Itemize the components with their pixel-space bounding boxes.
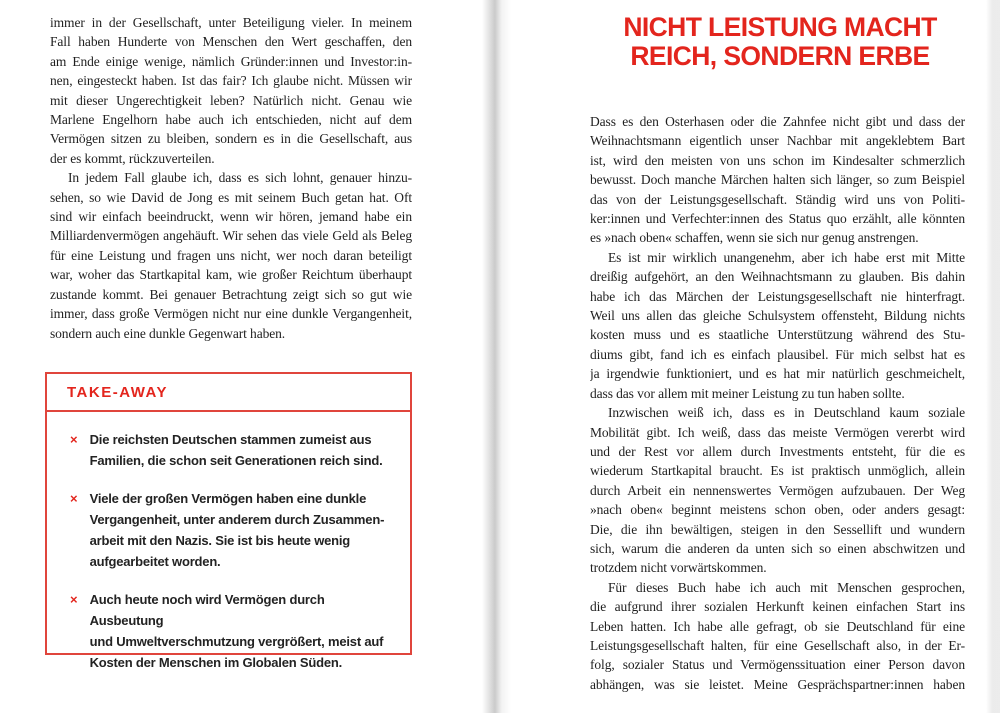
text-line: sich, warum die anderen da unten sich so einen abschwitzen und: [590, 540, 965, 556]
text-line: In jedem Fall glaube ich, dass es sich lohnt, genauer hinzu-: [68, 170, 412, 186]
text-line: zustande kommt. Bei genauer Betrachtung zeigt sich so gut wie: [50, 286, 412, 302]
right-page: [500, 0, 1000, 713]
takeaway-text-line: arbeit mit den Nazis. Sie ist bis heute wenig: [89, 533, 351, 548]
takeaway-list: [47, 412, 410, 673]
left-page-text: [50, 13, 412, 343]
text-line: ker:innen und Verfechter:innen des Status quo erzählt, alle könnten: [590, 211, 965, 227]
text-line: war, woher das Startkapital kam, wie großer Reichtum überhaupt: [50, 267, 412, 283]
text-line: Dass es den Osterhasen oder die Zahnfee nicht gibt und dass der: [590, 114, 965, 129]
takeaway-text-line: Vergangenheit, unter anderem durch Zusammen-: [89, 512, 385, 527]
takeaway-header: [47, 374, 410, 412]
chapter-heading: [585, 13, 975, 71]
text-line: diums gibt, fand ich es einfach plausibel. Für mich selbst hat es: [590, 346, 965, 362]
text-line: der es kommt, rückzuverteilen.: [50, 150, 215, 166]
text-line: sind wir einfach beeindruckt, wenn wir hören, jemand habe ein: [50, 209, 412, 225]
takeaway-text-line: aufgearbeitet worden.: [89, 554, 221, 569]
text-line: Marlene Engelhorn habe auch ich entschieden, nicht auf dem: [50, 112, 412, 128]
takeaway-box: [45, 372, 412, 670]
right-page-text: [590, 112, 965, 694]
text-line: durch Arbeit ein nennenswertes Vermögen aufzubauen. Der Weg: [590, 482, 965, 498]
chapter-heading-line-2: REICH, SONDERN ERBE: [630, 41, 930, 71]
text-line: die aufgrund ihrer sozialen Herkunft keinen einfachen Start ins: [590, 599, 965, 615]
text-line: nen, eingesteckt haben. Ist das fair? Ich glaube nicht. Müssen wir: [50, 73, 412, 89]
takeaway-text-line: Die reichsten Deutschen stammen zumeist aus: [89, 432, 372, 447]
takeaway-text-line: Auch heute noch wird Vermögen durch Ausbeutung: [89, 592, 325, 628]
x-bullet-icon: ×: [70, 491, 78, 506]
text-line: es »nach oben« schaffen, wenn sie sich nur genug anstrengen.: [590, 230, 919, 246]
takeaway-text-line: Viele der großen Vermögen haben eine dunkle: [89, 491, 367, 506]
takeaway-item: [70, 429, 394, 471]
chapter-heading-line-1: NICHT LEISTUNG MACHT: [623, 12, 937, 42]
text-line: immer in der Gesellschaft, unter Beteiligung vieler. In meinem: [50, 15, 412, 30]
text-line: habe ich das Märchen der Leistungsgesellschaft nie hinterfragt.: [590, 288, 965, 304]
text-line: dass das vor allem mit meiner Leistung zu tun haben sollte.: [590, 385, 905, 401]
text-line: wiederum Startkapital braucht. Es ist praktisch unmöglich, allein: [590, 463, 965, 479]
takeaway-item: [70, 488, 394, 572]
text-line: dreißig aufgehört, an den Weihnachtsmann zu glauben. Bis dahin: [590, 269, 965, 285]
text-line: trotzdem nicht vorwärtskommen.: [590, 560, 767, 576]
takeaway-title: TAKE-AWAY: [67, 384, 169, 401]
text-line: Es ist mir wirklich unangenehm, aber ich habe erst mit Mitte: [608, 249, 965, 265]
takeaway-item-text: [90, 488, 385, 572]
text-line: mit dieser Ungerechtigkeit leben? Natürlich nicht. Genau wie: [50, 92, 412, 108]
takeaway-text-line: Familien, die schon seit Generationen reich sind.: [89, 453, 383, 468]
takeaway-text-line: Kosten der Menschen im Globalen Süden.: [89, 655, 343, 670]
text-line: Die, die ihn bewältigen, steigen in den Sessellift und wundern: [590, 521, 965, 537]
text-line: abhängen, was sie leistet. Meine Gesprächspartner:innen haben: [590, 676, 965, 692]
text-line: Für dieses Buch habe ich auch mit Menschen gesprochen,: [608, 579, 965, 595]
text-line: immer, dass große Vermögen nicht nur eine dunkle Vergangenheit,: [50, 306, 412, 322]
text-line: für eine Leistung und fragen uns nicht, wer noch daran beteiligt: [50, 247, 412, 263]
text-line: und der Rest vor allem durch Investments entsteht, für die es: [590, 443, 965, 459]
text-line: »nach oben« beginnt meistens schon oben, oder anders gesagt:: [590, 502, 965, 518]
text-line: Leistungsgesellschaft halten, für eine Gesellschaft also, in der Er-: [590, 637, 965, 653]
text-line: sondern auch eine dunkle Gegenwart haben.: [50, 325, 286, 341]
text-line: kosten muss und es staatliche Unterstützung während des Stu-: [590, 327, 965, 343]
takeaway-item-text: [90, 589, 394, 673]
text-line: Fall haben Hunderte von Menschen den Wert geschaffen, den: [50, 34, 412, 50]
text-line: Inzwischen weiß ich, dass es in Deutschland kaum soziale: [608, 405, 965, 421]
text-line: folg, sozialer Status und Vermögenssituation einer Person davon: [590, 657, 965, 673]
takeaway-item: [70, 589, 394, 673]
text-line: ist, wird den meisten von uns schon im Kindesalter schmerzlich: [590, 152, 965, 168]
text-line: Weihnachtsmann eigentlich unser Nachbar mit angeklebtem Bart: [590, 133, 965, 149]
text-line: am Ende einige wenige, nämlich Gründer:innen und Investor:in-: [50, 53, 412, 69]
takeaway-item-text: [90, 429, 383, 471]
text-line: sehen, so wie David de Jong es mit seinem Buch getan hat. Oft: [50, 189, 412, 205]
text-line: Weil uns allen das gleiche Schulsystem offensteht, Bildung nichts: [590, 308, 965, 324]
text-line: Vermögen sitzen zu bleiben, sondern es in die Gesellschaft, aus: [50, 131, 412, 147]
text-line: Mobilität gibt. Ich weiß, dass das meiste Vermögen vererbt wird: [590, 424, 965, 440]
takeaway-text-line: und Umweltverschmutzung vergrößert, meist auf: [89, 634, 384, 649]
text-line: ja irgendwie funktioniert, und es hat mir natürlich geschmeichelt,: [590, 366, 965, 382]
text-line: Leben hatten. Ich habe alle gefragt, ob sie Deutschland für eine: [590, 618, 965, 634]
text-line: Milliardenvermögen angehäuft. Wir sehen das viele Geld als Beleg: [50, 228, 412, 244]
text-line: bewusst. Doch manche Märchen halten sich länger, so zum Beispiel: [590, 172, 965, 188]
x-bullet-icon: ×: [70, 432, 78, 447]
text-line: das von der Leistungsgesellschaft. Ständig wird uns von Politi-: [590, 191, 965, 207]
x-bullet-icon: ×: [70, 592, 78, 607]
